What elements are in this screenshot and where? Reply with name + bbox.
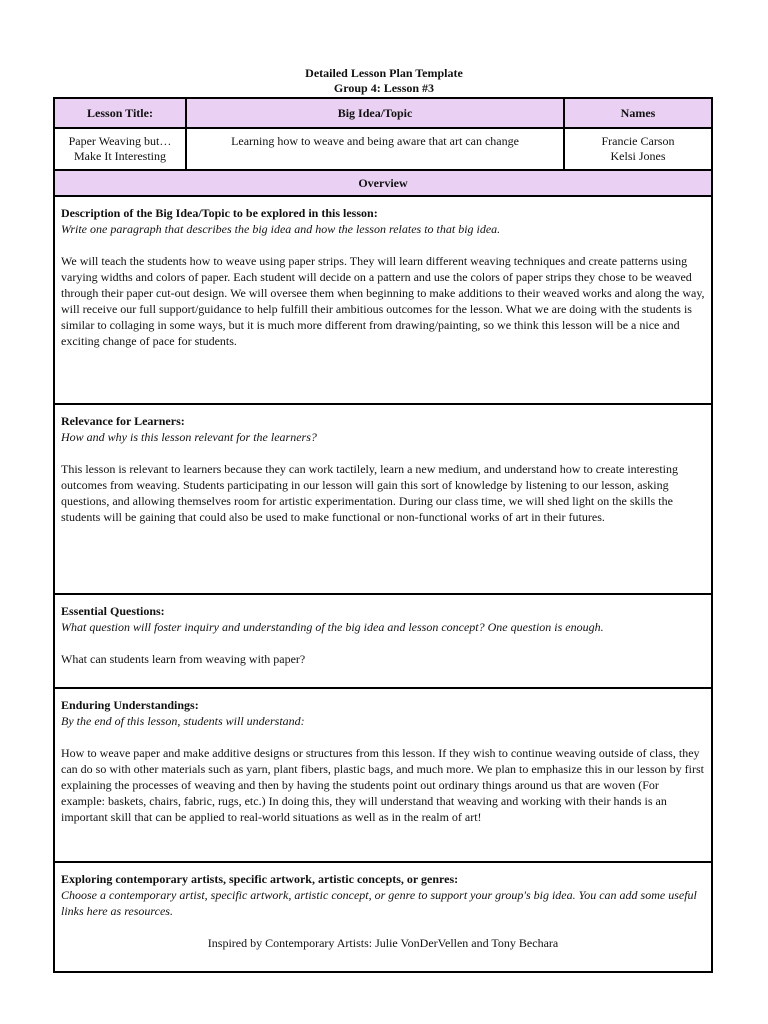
exploring-artists-section [55, 863, 711, 969]
section-prompt: What question will foster inquiry and understanding of the big idea and lesson concept? One question is enough. [61, 620, 604, 634]
section-body: This lesson is relevant to learners because they can work tactilely, learn a new medium, and understand how to create interesting outcomes from weaving. Students participating in our lesson will gain this sort of knowledge by listening to our lesson, asking questions, and allowing themselves room for artistic experimentation. During our class time, we will shed light on the skills the students will be gaining that could also be used to make functional or non-functional works of art in their futures. [61, 462, 679, 524]
document-subtitle: Group 4: Lesson #3 [333, 81, 435, 95]
section-heading: Description of the Big Idea/Topic to be explored in this lesson: [61, 206, 378, 220]
section-heading: Enduring Understandings: [61, 698, 199, 712]
lesson-title-value [55, 129, 185, 169]
lesson-title-header: Lesson Title: [87, 105, 153, 120]
section-prompt: By the end of this lesson, students will understand: [61, 714, 305, 728]
essential-questions-section [55, 595, 711, 687]
divider [185, 99, 187, 171]
section-heading: Relevance for Learners: [61, 414, 185, 428]
document-header [0, 66, 768, 96]
section-prompt: How and why is this lesson relevant for the learners? [61, 430, 317, 444]
enduring-understandings-section [55, 689, 711, 861]
section-prompt: Write one paragraph that describes the big idea and how the lesson relates to that big idea. [61, 222, 501, 236]
section-heading: Essential Questions: [61, 604, 165, 618]
divider [563, 99, 565, 171]
section-body: What can students learn from weaving with paper? [61, 652, 306, 666]
name-entry: Francie Carson [601, 134, 675, 148]
section-body: How to weave paper and make additive designs or structures from this lesson. If they wish to continue weaving outside of class, they can do so with other materials such as yarn, plant fibers, plastic bags, and much more. We plan to emphasize this in our lesson by first explaining the processes of weaving and then by having the students point out ordinary things around us that are woven (For example: baskets, chairs, fabric, rugs, etc.) In doing this, they will understand that weaving and working with their hands is an important skill that can be applied to real-world situations as well as in the realm of art! [61, 746, 704, 824]
section-prompt: Choose a contemporary artist, specific artwork, artistic concept, or genre to support your group's big idea. You can add some useful links here as resources. [61, 888, 697, 918]
table-values-row [55, 99, 711, 171]
lesson-plan-table [53, 97, 713, 973]
name-entry: Kelsi Jones [610, 149, 666, 163]
section-body: We will teach the students how to weave using paper strips. They will learn different weaving techniques and create patterns using varying widths and colors of paper. Each student will decide on a pattern and use the colors of paper strips they chose to be weaved through their paper cut-out design. We will oversee them when beginning to make additions to their weaved works and along the way, will receive our full support/guidance to help fulfill their ambitious outcomes for the lesson. What we are doing with the students is similar to collaging in some ways, but it is much more different from drawing/painting, so we think this lesson will be a nice and exciting change of pace for students. [61, 254, 705, 348]
description-section [55, 197, 711, 403]
section-body: Inspired by Contemporary Artists: Julie VonDerVellen and Tony Bechara [207, 936, 559, 950]
big-idea-header: Big Idea/Topic [337, 105, 413, 120]
overview-header: Overview [55, 171, 711, 196]
big-idea-value: Learning how to weave and being aware that art can change [231, 134, 519, 148]
names-header: Names [620, 105, 656, 120]
relevance-section [55, 405, 711, 593]
document-title: Detailed Lesson Plan Template [305, 66, 463, 80]
names-value [565, 129, 711, 169]
lesson-title-line: Paper Weaving but… [68, 134, 172, 148]
lesson-title-line: Make It Interesting [74, 149, 166, 163]
section-heading: Exploring contemporary artists, specific artwork, artistic concepts, or genres: [61, 872, 459, 886]
